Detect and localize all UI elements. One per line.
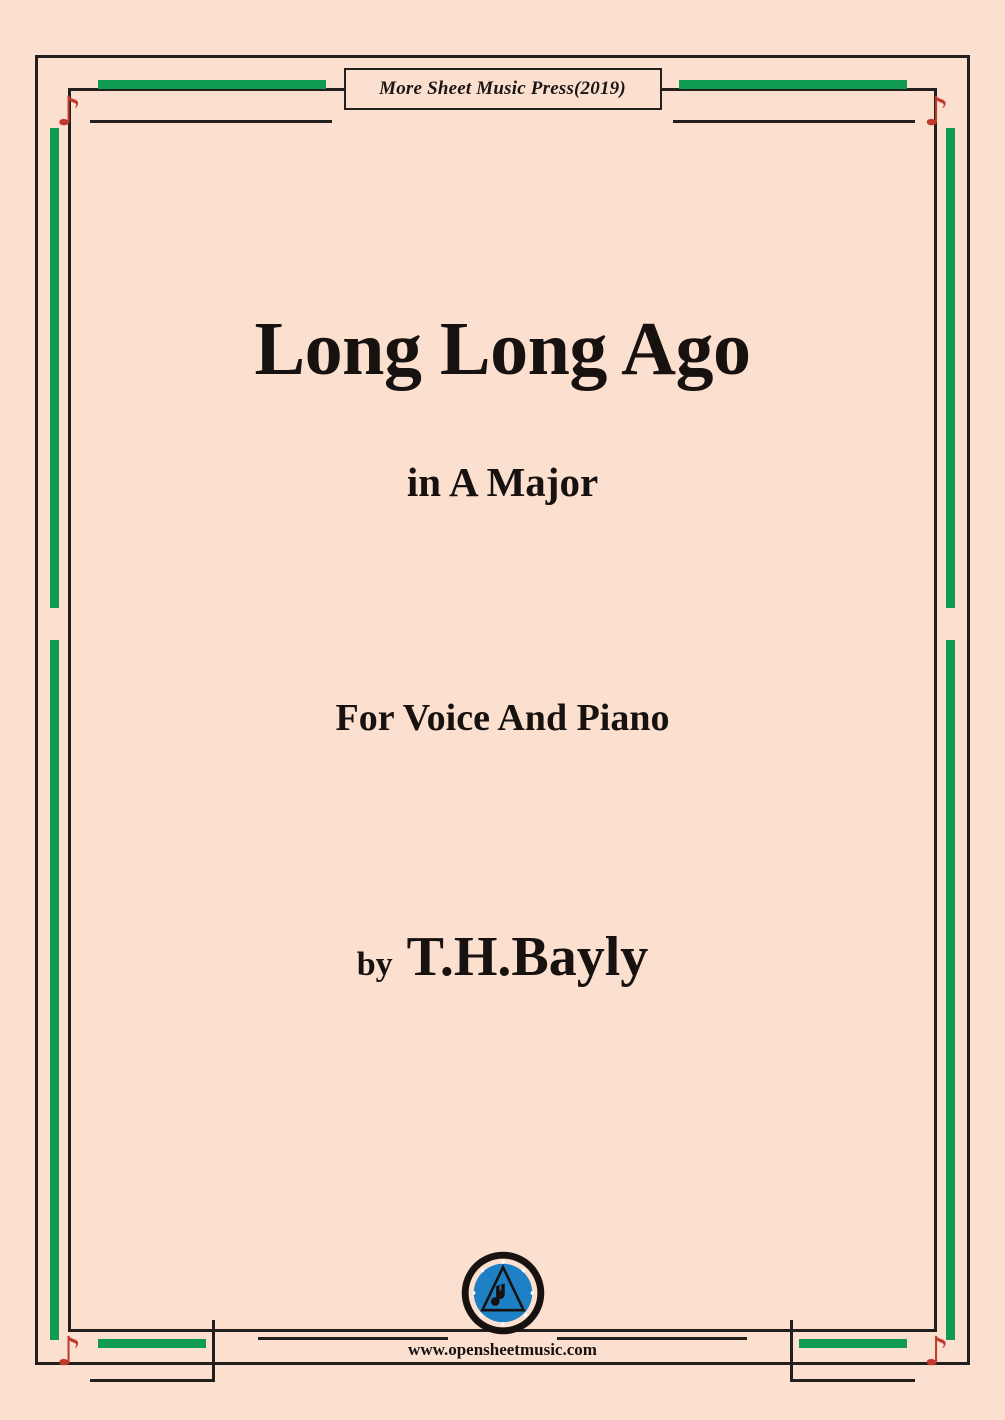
composer-line	[88, 925, 917, 989]
cover-content	[88, 250, 917, 989]
music-note-icon-top-right: ♪	[923, 89, 949, 135]
decor-rule-top-left	[90, 120, 332, 123]
publisher-banner-text: More Sheet Music Press(2019)	[379, 78, 626, 99]
instrumentation-label: For Voice And Piano	[335, 696, 670, 739]
decor-green-bar-right-top	[946, 128, 955, 608]
decor-rule-top-right	[673, 120, 915, 123]
decor-rule-bottom-right-lower	[790, 1379, 915, 1382]
key-subtitle: in A Major	[406, 458, 599, 505]
decor-green-bar-left-top	[50, 128, 59, 608]
website-url[interactable]: www.opensheetmusic.com	[408, 1340, 597, 1359]
decor-green-bar-bottom-left	[98, 1339, 206, 1348]
composer-name: T.H.Bayly	[406, 925, 649, 988]
decor-vertical-bottom-right	[790, 1320, 793, 1382]
music-note-icon-top-left: ♪	[56, 89, 82, 135]
decor-green-bar-left-bottom	[50, 640, 59, 1340]
music-note-icon-bottom-left: ♪	[56, 1329, 82, 1375]
by-label: by	[356, 945, 393, 983]
music-note-icon-bottom-right: ♪	[923, 1329, 949, 1375]
decor-green-bar-right-bottom	[946, 640, 955, 1340]
decor-green-bar-bottom-right	[799, 1339, 907, 1348]
decor-green-bar-top-right	[679, 80, 907, 89]
decor-green-bar-top-left	[98, 80, 326, 89]
publisher-banner	[344, 68, 662, 110]
decor-rule-bottom-left-lower	[90, 1379, 215, 1382]
opensheetmusic-logo-icon	[460, 1250, 546, 1336]
page-title: Long Long Ago	[254, 307, 751, 391]
decor-vertical-bottom-left	[212, 1320, 215, 1382]
footer-branding	[383, 1250, 623, 1360]
